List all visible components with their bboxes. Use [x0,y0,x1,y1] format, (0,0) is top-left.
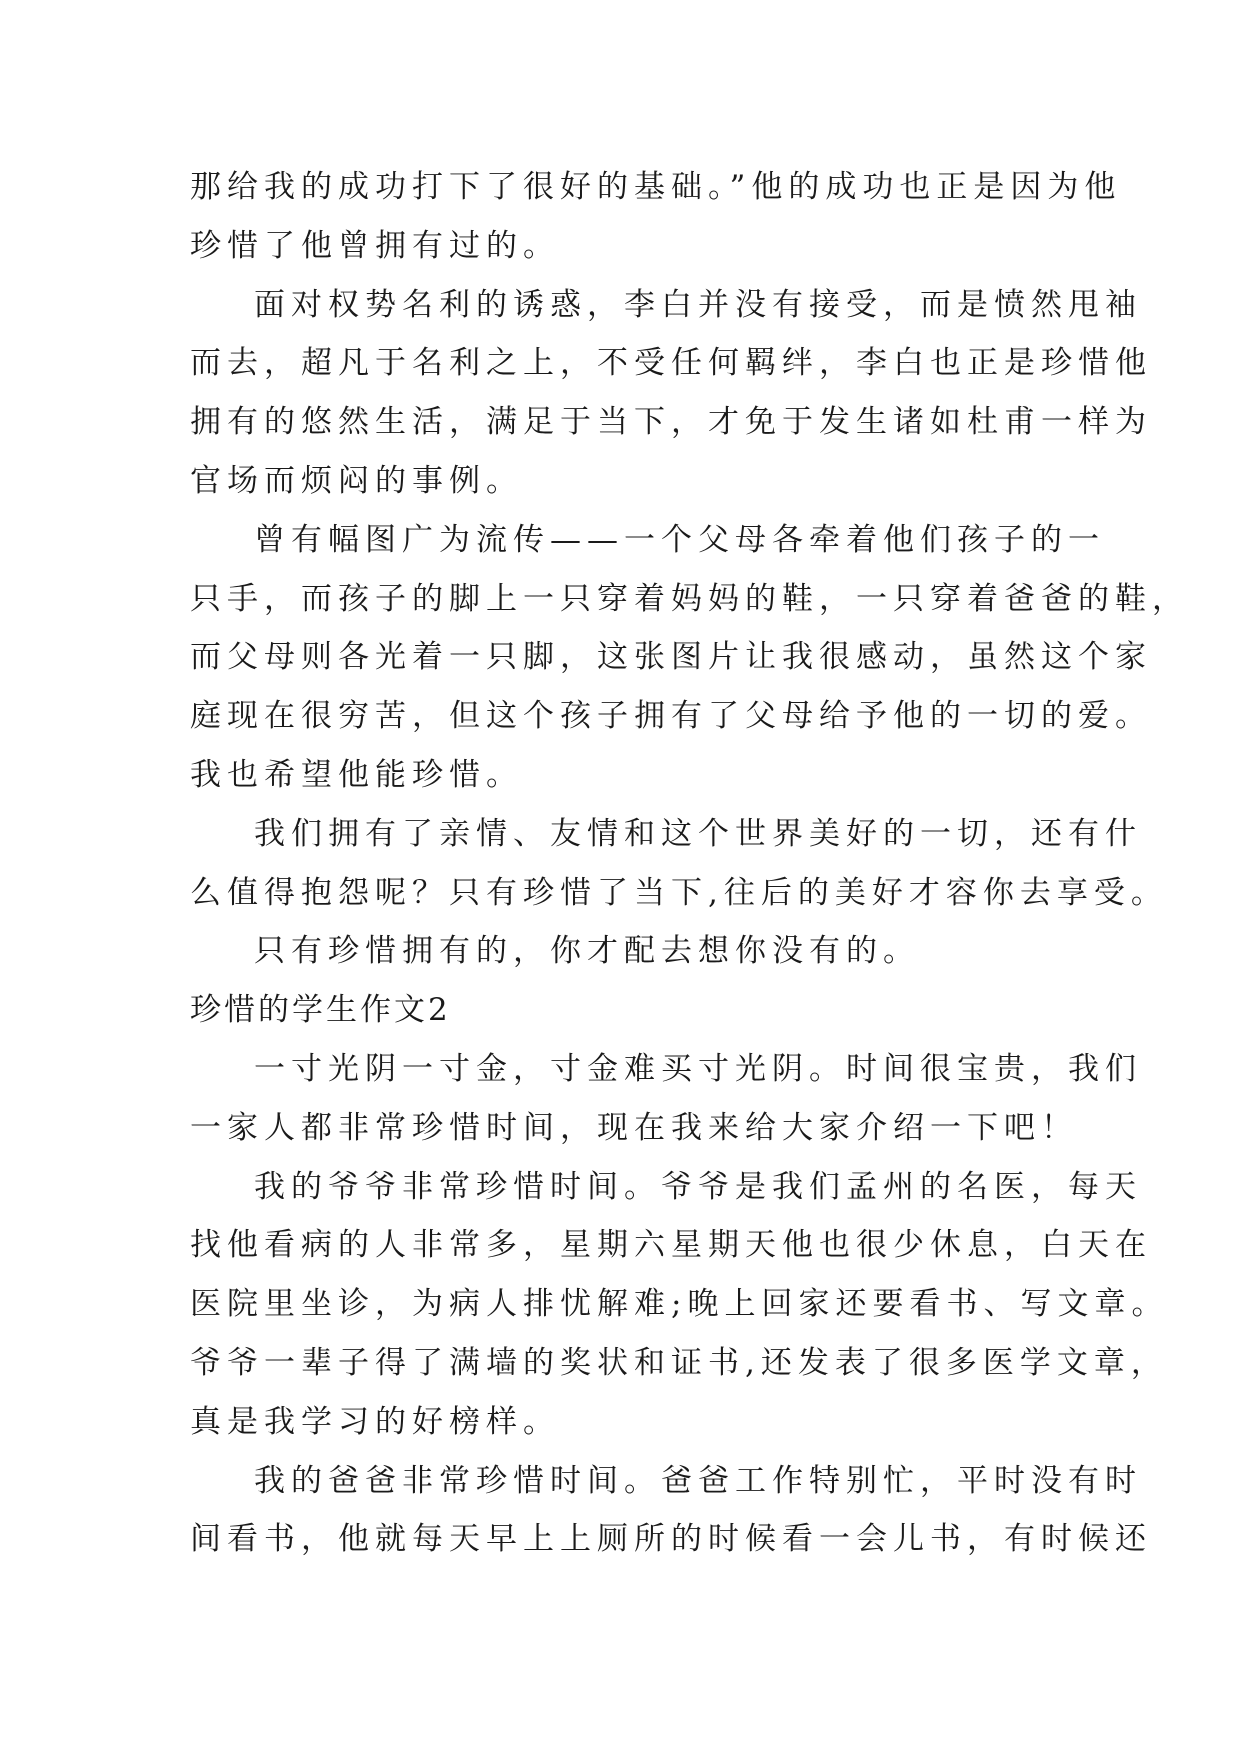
text-line: 爷爷一辈子得了满墙的奖状和证书,还发表了很多医学文章， [190,1344,1168,1381]
text-line: 只手，而孩子的脚上一只穿着妈妈的鞋，一只穿着爸爸的鞋， [190,580,1189,617]
text-line: 么值得抱怨呢？只有珍惜了当下,往后的美好才容你去享受。 [190,874,1168,911]
paragraph-start-line: 只有珍惜拥有的，你才配去想你没有的。 [254,933,920,970]
paragraph-start-line: 面对权势名利的诱惑，李白并没有接受，而是愤然甩袖 [254,286,1142,323]
text-line: 而去，超凡于名利之上，不受任何羁绊，李白也正是珍惜他 [190,345,1152,382]
document-body [190,158,1189,1569]
paragraph-start-line: 我们拥有了亲情、友情和这个世界美好的一切，还有什 [254,815,1142,852]
paragraph-start-line: 我的爸爸非常珍惜时间。爸爸工作特别忙，平时没有时 [254,1462,1142,1499]
text-line: 医院里坐诊，为病人排忧解难;晚上回家还要看书、写文章。 [190,1286,1169,1323]
paragraph-start-line: 我的爷爷非常珍惜时间。爷爷是我们孟州的名医，每天 [254,1168,1142,1205]
text-line: 拥有的悠然生活，满足于当下，才免于发生诸如杜甫一样为 [190,404,1152,441]
text-line: 而父母则各光着一只脚，这张图片让我很感动，虽然这个家 [190,639,1152,676]
paragraph-start-line: 曾有幅图广为流传——一个父母各牵着他们孩子的一 [254,521,1105,558]
text-line: 庭现在很穷苦，但这个孩子拥有了父母给予他的一切的爱。 [190,698,1152,735]
text-line: 间看书，他就每天早上上厕所的时候看一会儿书，有时候还 [190,1521,1152,1558]
text-line: 找他看病的人非常多，星期六星期天他也很少休息，白天在 [190,1227,1152,1264]
text-line: 我也希望他能珍惜。 [190,756,523,793]
text-line: 官场而烦闷的事例。 [190,462,523,499]
section-heading: 珍惜的学生作文2 [190,992,451,1029]
text-line: 那给我的成功打下了很好的基础。”他的成功也正是因为他 [190,169,1122,205]
text-line: 真是我学习的好榜样。 [190,1403,560,1440]
text-line: 一家人都非常珍惜时间，现在我来给大家介绍一下吧！ [190,1109,1078,1146]
paragraph-start-line: 一寸光阴一寸金，寸金难买寸光阴。时间很宝贵，我们 [254,1050,1142,1087]
text-line: 珍惜了他曾拥有过的。 [190,227,560,264]
